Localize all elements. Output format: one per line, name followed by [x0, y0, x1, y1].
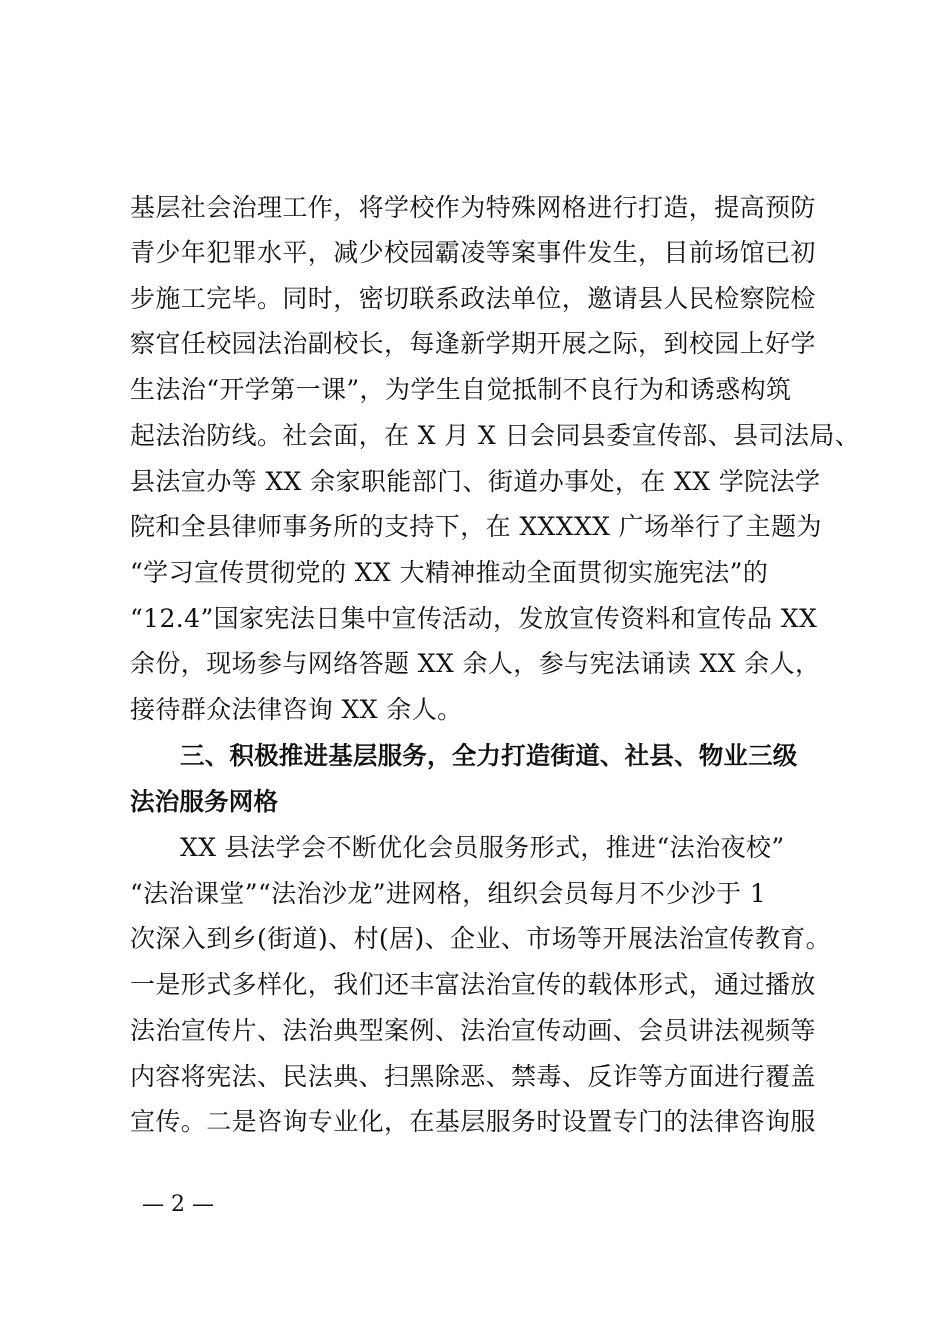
paragraph-line: 法治宣传片、法治典型案例、法治宣传动画、会员讲法视频等 — [130, 1016, 816, 1045]
paragraph-line: 院和全县律师事务所的支持下，在 XXXXX 广场举行了主题为 — [130, 512, 822, 541]
paragraph-line: “法治课堂”“法治沙龙”进网格，组织会员每月不少沙于 1 — [130, 879, 767, 908]
paragraph-line: 步施工完毕。同时，密切联系政法单位，邀请县人民检察院检 — [130, 284, 816, 313]
paragraph-line: 县法宣办等 XX 余家职能部门、街道办事处，在 XX 学院法学 — [130, 467, 821, 496]
paragraph-line: 余份，现场参与网络答题 XX 余人，参与宪法诵读 XX 余人， — [130, 649, 821, 678]
paragraph-line: “学习宣传贯彻党的 XX 大精神推动全面贯彻实施宪法”的 — [130, 558, 769, 587]
paragraph-line: “12.4”国家宪法日集中宣传活动，发放宣传资料和宣传品 XX — [130, 604, 818, 633]
paragraph-line: 宣传。二是咨询专业化，在基层服务时设置专门的法律咨询服 — [130, 1107, 816, 1136]
paragraph-line: 察官任校园法治副校长，每逢新学期开展之际，到校园上好学 — [130, 329, 816, 358]
paragraph-line: 接待群众法律咨询 XX 余人。 — [130, 695, 463, 724]
paragraph-line: 内容将宪法、民法典、扫黑除恶、禁毒、反诈等方面进行覆盖 — [130, 1062, 816, 1091]
heading-line: 三、积极推进基层服务，全力打造街道、社县、物业三级 — [180, 741, 798, 770]
paragraph-line: 青少年犯罪水平，减少校园霸凌等案事件发生，目前场馆已初 — [130, 238, 816, 267]
page-number: — 2 — — [142, 1192, 214, 1217]
paragraph-line: 一是形式多样化，我们还丰富法治宣传的载体形式，通过播放 — [130, 970, 816, 999]
paragraph-line: 生法治“开学第一课”，为学生自觉抵制不良行为和诱惑构筑 — [130, 375, 792, 404]
paragraph-line: 基层社会治理工作，将学校作为特殊网格进行打造，提高预防 — [130, 193, 816, 222]
paragraph-line: 次深入到乡(街道)、村(居)、企业、市场等开展法治宣传教育。 — [130, 924, 832, 953]
paragraph-line: 起法治防线。社会面，在 X 月 X 日会同县委宣传部、县司法局、 — [130, 421, 861, 450]
heading-line: 法治服务网格 — [130, 787, 279, 816]
paragraph-line: XX 县法学会不断优化会员服务形式，推进“法治夜校” — [180, 833, 785, 862]
